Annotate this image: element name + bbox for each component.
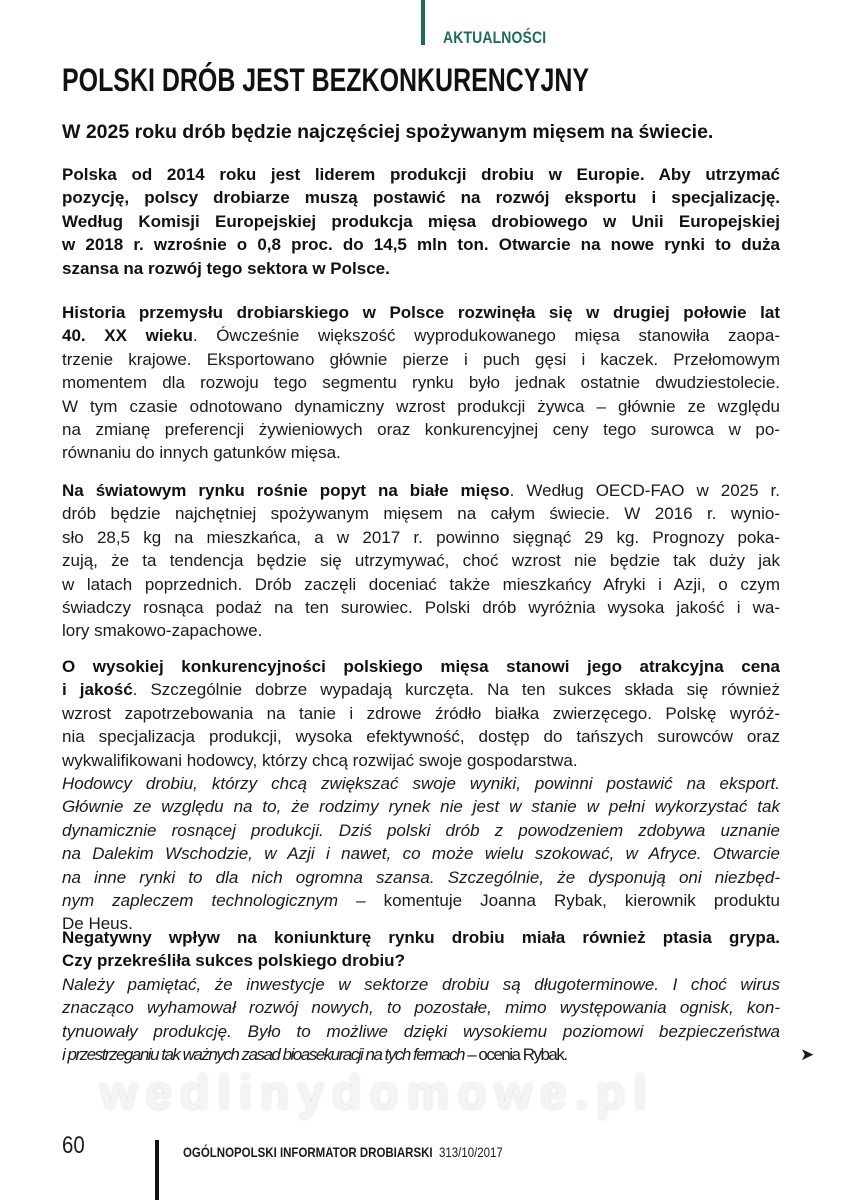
text-line — [62, 502, 780, 525]
quote-text: Hodowcy drobiu, którzy chcą zwiększać swoje wyniki, powinni postawić na eksport. — [62, 773, 780, 793]
text-line — [62, 795, 780, 818]
body-text: De Heus. — [62, 914, 133, 934]
body-text: . Szczególnie dobrze wypadają kurczęta. Na ten sukces składa się również — [132, 680, 781, 700]
body-text: . Według OECD-FAO w 2025 r. — [509, 481, 780, 500]
body-text: – komentuje Joanna Rybak, kierownik produktu — [338, 890, 780, 910]
quote-text: nym zapleczem technologicznym — [62, 890, 339, 910]
text-line — [62, 866, 780, 889]
bold-text: szansa na rozwój tego sektora w Polsce. — [62, 258, 390, 278]
issue-number: 313/10/2017 — [438, 1144, 503, 1160]
body-text: trzenie krajowe. Eksportowano głównie pierze i puch gęsi i kaczek. Przełomowym — [62, 349, 780, 369]
body-text: nia specjalizacja produkcji, wysoka efektywność, dostęp do tańszych surowców oraz — [62, 727, 780, 747]
body-text: sło 28,5 kg na mieszkańca, a w 2017 r. powinno sięgnąć 29 kg. Prognozy poka- — [62, 527, 780, 547]
page-number: 60 — [62, 1132, 85, 1159]
publication-name: OGÓLNOPOLSKI INFORMATOR DROBIARSKI — [183, 1144, 433, 1160]
paragraph-world-market — [62, 479, 780, 643]
bold-text: Według Komisji Europejskiej produkcja mięsa drobiowego w Unii Europejskiej — [62, 211, 780, 231]
text-line — [62, 1020, 780, 1043]
quote-text: dynamicznie rosnącej produkcji. Dziś polski drób z powodzeniem zdobywa uznanie — [62, 820, 780, 840]
bold-text: Historia przemysłu drobiarskiego w Polsce rozwinęła się w drugiej połowie lat — [62, 303, 780, 322]
text-line — [62, 163, 780, 186]
bold-text: Czy przekreśliła sukces polskiego drobiu? — [62, 951, 405, 971]
body-text: równaniu do innych gatunków mięsa. — [62, 443, 341, 463]
body-text: lory smakowo-zapachowe. — [62, 621, 263, 641]
text-line — [62, 702, 780, 725]
body-text: na zmianę preferencji żywieniowych oraz konkurencyjnej ceny tego surowca w po- — [62, 419, 780, 439]
body-text: wzrost zapotrzebowania na tanie i zdrowe źródło białka zwierzęcego. Polskę wyróż- — [62, 703, 780, 723]
footer-bar — [155, 1140, 159, 1200]
text-line — [62, 596, 780, 619]
text-line — [62, 186, 780, 209]
text-line — [62, 418, 780, 441]
article-title: POLSKI DRÓB JEST BEZKONKURENCYJNY — [62, 62, 589, 98]
quote-text: na Dalekim Wschodzie, w Azji i nawet, co może wielu szokować, w Afryce. Otwarcie — [62, 844, 780, 864]
bold-text: w 2018 r. wzrośnie o 0,8 proc. do 14,5 mln ton. Otwarcie na nowe rynki to duża — [62, 235, 780, 255]
bold-text: pozycję, polscy drobiarze muszą postawić na rozwój eksportu i specjalizację. — [62, 188, 780, 208]
text-line — [62, 257, 780, 280]
text-line — [62, 619, 780, 642]
body-text: . Ówcześnie większość wyprodukowanego mięsa stanowiła zaopa- — [192, 326, 780, 346]
body-text: wykwalifikowani hodowcy, którzy chcą rozwijać swoje gospodarstwa. — [62, 750, 578, 770]
text-line — [62, 573, 780, 596]
section-label: AKTUALNOŚCI — [443, 28, 547, 47]
text-line — [62, 842, 780, 865]
body-text: – ocenia Rybak. — [463, 1044, 567, 1064]
text-line — [62, 949, 780, 972]
paragraph-competitiveness — [62, 655, 780, 936]
text-line — [62, 395, 780, 418]
text-line — [62, 1043, 813, 1066]
text-line — [62, 210, 780, 233]
text-line — [62, 441, 780, 464]
text-line — [62, 926, 780, 949]
footer-publication — [183, 1145, 503, 1160]
quote-text: i przestrzeganiu tak ważnych zasad bioasekuracji na tych fermach — [62, 1044, 464, 1064]
text-line — [62, 678, 780, 701]
text-line — [62, 549, 780, 572]
watermark: wedlinydomowe.pl — [100, 1067, 655, 1120]
text-line — [62, 819, 780, 842]
text-line — [62, 301, 780, 324]
body-text: zują, że ta tendencja będzie się utrzymywać, choć wzrost nie będzie tak duży jak — [62, 551, 780, 571]
quote-text: Należy pamiętać, że inwestycje w sektorze drobiu są długoterminowe. I choć wirus — [62, 974, 780, 994]
body-text: świadczy rosnąca podaż na ten surowiec. Polski drób wyróżnia wysoka jakość i wa- — [62, 597, 780, 617]
text-line — [62, 749, 780, 772]
text-line — [62, 233, 780, 256]
body-text: drób będzie najchętniej spożywanym mięsem na całym świecie. W 2016 r. wynio- — [62, 504, 780, 524]
text-line — [62, 526, 780, 549]
body-text: W tym czasie odnotowano dynamiczny wzrost produkcji żywca – głównie ze względu — [62, 396, 780, 416]
bold-text: Na światowym rynku rośnie popyt na białe mięso — [62, 481, 510, 500]
text-line — [62, 889, 780, 912]
text-line — [62, 996, 780, 1019]
article-lead: W 2025 roku drób będzie najczęściej spożywanym mięsem na świecie. — [62, 121, 714, 143]
text-line — [62, 324, 780, 347]
continue-arrow-icon: ➤ — [800, 1044, 813, 1064]
quote-text: na inne rynki to dla nich ogromna szansa. Szczególnie, że dysponują oni niezbęd- — [62, 867, 780, 887]
text-line — [62, 348, 780, 371]
paragraph-intro — [62, 163, 780, 280]
body-text: momentem dla rozwoju tego segmentu rynku było jednak ostatnie dwudziestolecie. — [62, 373, 780, 393]
body-text: w latach poprzednich. Drób zaczęli doceniać także mieszkańcy Afryki i Azji, o czym — [62, 574, 780, 594]
header-accent-bar — [421, 0, 425, 45]
quote-text: znacząco wyhamował rozwój nowych, to pozostałe, mimo występowania ognisk, kon- — [62, 998, 780, 1018]
paragraph-history — [62, 301, 780, 465]
bold-text: Polska od 2014 roku jest liderem produkcji drobiu w Europie. Aby utrzymać — [62, 165, 780, 184]
bold-text: O wysokiej konkurencyjności polskiego mięsa stanowi jego atrakcyjna cena — [62, 657, 780, 676]
bold-text: Negatywny wpływ na koniunkturę rynku drobiu miała również ptasia grypa. — [62, 928, 780, 947]
text-line — [62, 973, 780, 996]
text-line — [62, 371, 780, 394]
quote-text: tynuowały produkcję. Było to możliwe dzięki wysokiemu poziomowi bezpieczeństwa — [62, 1021, 780, 1041]
text-line — [62, 655, 780, 678]
bold-text: 40. XX wieku — [62, 326, 193, 346]
paragraph-bird-flu — [62, 926, 813, 1066]
text-line — [62, 725, 780, 748]
bold-text: i jakość — [62, 680, 133, 700]
text-line — [62, 479, 780, 502]
text-line — [62, 772, 780, 795]
quote-text: Głównie ze względu na to, że rodzimy rynek nie jest w stanie w pełni wykorzystać tak — [62, 797, 780, 817]
